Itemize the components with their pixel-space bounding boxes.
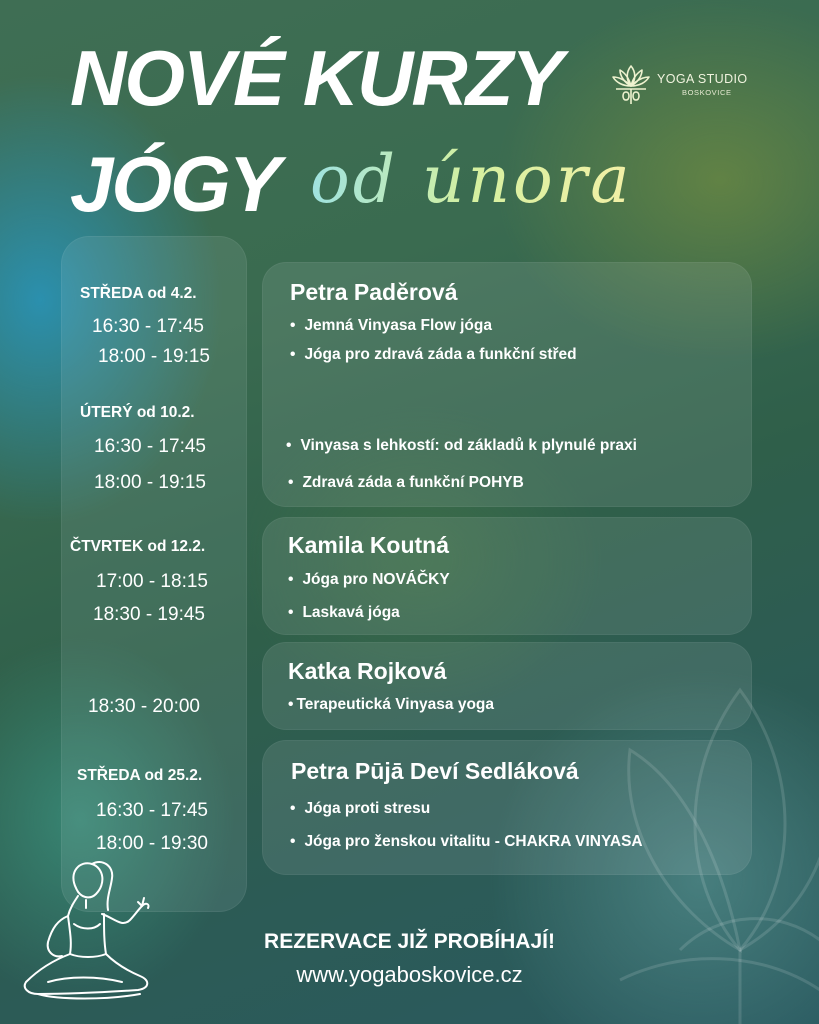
title-script: od února: [310, 141, 633, 218]
schedule-time: 16:30 - 17:45: [92, 316, 204, 337]
class-item: • Jóga pro NOVÁČKY: [288, 571, 450, 589]
class-item: • Zdravá záda a funkční POHYB: [288, 474, 524, 492]
class-item: • Terapeutická Vinyasa yoga: [288, 696, 494, 714]
schedule-time: 16:30 - 17:45: [96, 800, 208, 821]
class-item: • Jóga pro ženskou vitalitu - CHAKRA VINYASA: [290, 833, 643, 851]
schedule-time: 17:00 - 18:15: [96, 571, 208, 592]
title-line-1: NOVÉ KURZY: [70, 34, 562, 122]
schedule-day: ČTVRTEK od 12.2.: [70, 538, 206, 555]
instructor-card: [262, 642, 752, 730]
instructor-name: Katka Rojková: [288, 658, 447, 684]
schedule-time: 18:00 - 19:15: [98, 346, 210, 367]
schedule-time: 18:30 - 20:00: [88, 696, 200, 717]
schedule-time: 18:00 - 19:15: [94, 472, 206, 493]
logo-name: YOGA STUDIO: [657, 72, 748, 86]
schedule-time: 16:30 - 17:45: [94, 436, 206, 457]
schedule-day: ÚTERÝ od 10.2.: [80, 404, 195, 421]
instructor-name: Kamila Koutná: [288, 532, 450, 558]
schedule-time: 18:00 - 19:30: [96, 833, 208, 854]
reservation-cta: REZERVACE JIŽ PROBÍHAJÍ!: [264, 930, 555, 953]
website-link[interactable]: www.yogaboskovice.cz: [296, 962, 523, 987]
class-item: • Vinyasa s lehkostí: od základů k plynulé praxi: [286, 437, 637, 455]
instructor-name: Petra Pūjā Deví Sedláková: [291, 758, 579, 784]
class-item: • Jóga pro zdravá záda a funkční střed: [290, 346, 577, 364]
title-line-2: JÓGY: [70, 140, 279, 228]
class-item: • Laskavá jóga: [288, 604, 400, 622]
logo-city: BOSKOVICE: [682, 88, 732, 97]
class-item: • Jóga proti stresu: [290, 800, 430, 818]
lotus-icon: [610, 62, 652, 106]
schedule-time: 18:30 - 19:45: [93, 604, 205, 625]
schedule-day: STŘEDA od 4.2.: [80, 285, 197, 302]
class-item: • Jemná Vinyasa Flow jóga: [290, 317, 492, 335]
instructor-name: Petra Paděrová: [290, 279, 458, 305]
schedule-day: STŘEDA od 25.2.: [77, 767, 203, 784]
studio-logo: [610, 62, 760, 106]
